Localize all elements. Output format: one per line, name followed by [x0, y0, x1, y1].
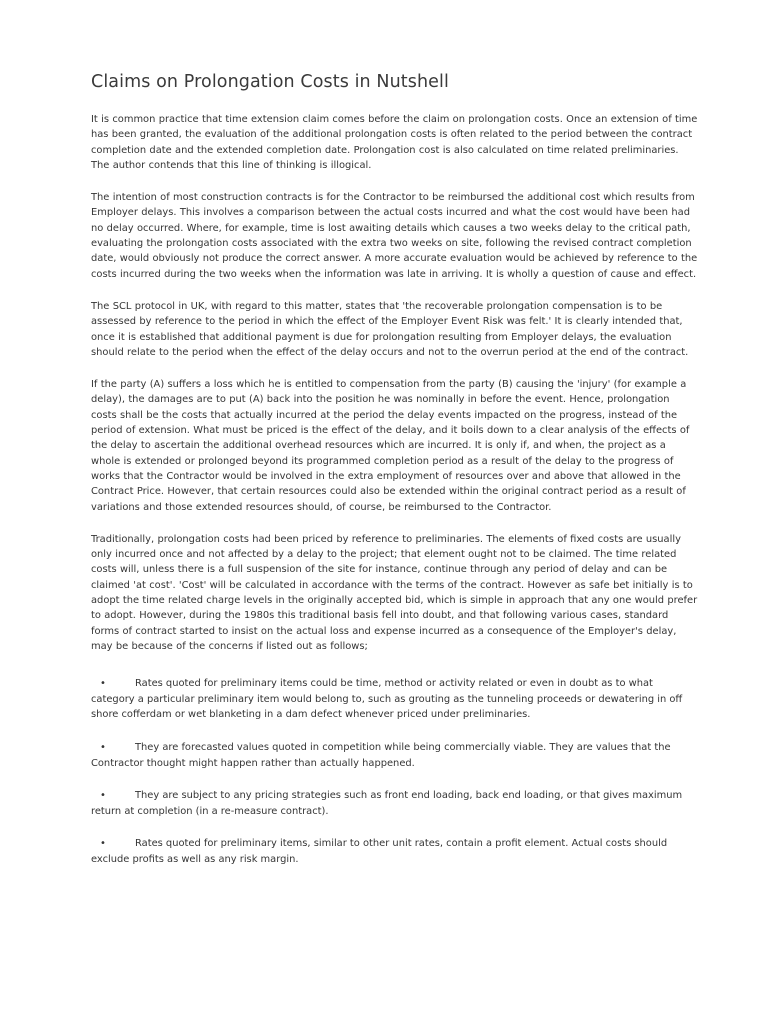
list-item — [91, 676, 698, 723]
list-item-text: They are forecasted values quoted in competition while being commercially viable. They are values that the Contractor thought might happen rather than actually happened. — [91, 741, 671, 769]
concerns-list — [91, 676, 698, 867]
paragraph-damages: If the party (A) suffers a loss which he is entitled to compensation from the party (B) causing the 'injury' (for example a delay), the damages are to put (A) back into the position he was nominally in before the event. Hence, prolongation costs shall be the costs that actually incurred at the period the delay events impacted on the progress, instead of the period of extension. What must be priced is the effect of the delay, and it boils down to a clear analysis of the effects of the delay to ascertain the additional overhead resources which are incurred. It is only if, and when, the project as a whole is extended or prolonged beyond its programmed completion period as a result of the delay to the progress of works that the Contractor would be involved in the extra employment of resources over and above that allowed in the Contract Price. However, that certain resources could also be extended within the original contract period as a result of variations and those extended resources should, of course, be reimbursed to the Contractor. — [91, 379, 690, 513]
list-item — [91, 740, 698, 771]
bullet-icon: • — [100, 741, 106, 753]
list-item-text: Rates quoted for preliminary items could be time, method or activity related or even in doubt as to what category a particular preliminary item would belong to, such as grouting as the tunneling proceeds or dewatering in off shore cofferdam or wet blanketing in a dam defect whenever priced under preliminaries. — [91, 678, 683, 721]
bullet-icon: • — [100, 678, 106, 690]
page-title: Claims on Prolongation Costs in Nutshell — [91, 72, 449, 92]
paragraph-traditional: Traditionally, prolongation costs had been priced by reference to preliminaries. The elements of fixed costs are usually only incurred once and not affected by a delay to the project; that element ought not to be claimed. The time related costs will, unless there is a full suspension of the site for instance, continue through any period of delay and can be claimed 'at cost'. 'Cost' will be calculated in accordance with the terms of the contract. However as safe bet initially is to adopt the time related charge levels in the originally accepted bid, which is simple in approach that any one would prefer to adopt. However, during the 1980s this traditional basis fell into doubt, and that following various cases, standard forms of contract started to insist on the actual loss and expense incurred as a consequence of the Employer's delay, may be because of the concerns if listed out as follows; — [91, 533, 698, 652]
paragraph-scl-protocol: The SCL protocol in UK, with regard to this matter, states that 'the recoverable prolongation compensation is to be assessed by reference to the period in which the effect of the Employer Event Risk was felt.' It is clearly intended that, once it is established that additional payment is due for prolongation resulting from Employer delays, the evaluation should relate to the period when the effect of the delay occurs and not to the overrun period at the end of the contract. — [91, 300, 689, 358]
list-item-text: They are subject to any pricing strategies such as front end loading, back end loading, or that gives maximum return at completion (in a re-measure contract). — [91, 790, 683, 817]
bullet-icon: • — [100, 790, 106, 802]
list-item — [91, 788, 698, 819]
list-item-text: Rates quoted for preliminary items, similar to other unit rates, contain a profit element. Actual costs should exclude profits as well as any risk margin. — [91, 838, 668, 865]
paragraph-intro: It is common practice that time extension claim comes before the claim on prolongation costs. Once an extension of time has been granted, the evaluation of the additional prolongation costs is often related to the period between the contract completion date and the extended completion date. Prolongation cost is also calculated on time related preliminaries. The author contends that this line of thinking is illogical. — [91, 114, 698, 171]
list-item — [91, 836, 698, 867]
paragraph-intention: The intention of most construction contracts is for the Contractor to be reimbursed the additional cost which results from Employer delays. This involves a comparison between the actual costs incurred and what the cost would have been had no delay occurred. Where, for example, time is lost awaiting details which causes a two weeks delay to the critical path, evaluating the prolongation costs associated with the extra two weeks on site, following the revised contract completion date, would obviously not produce the correct answer. A more accurate evaluation would be achieved by reference to the costs incurred during the two weeks when the information was late in arriving. It is wholly a question of cause and effect. — [91, 192, 698, 280]
bullet-icon: • — [100, 838, 106, 850]
